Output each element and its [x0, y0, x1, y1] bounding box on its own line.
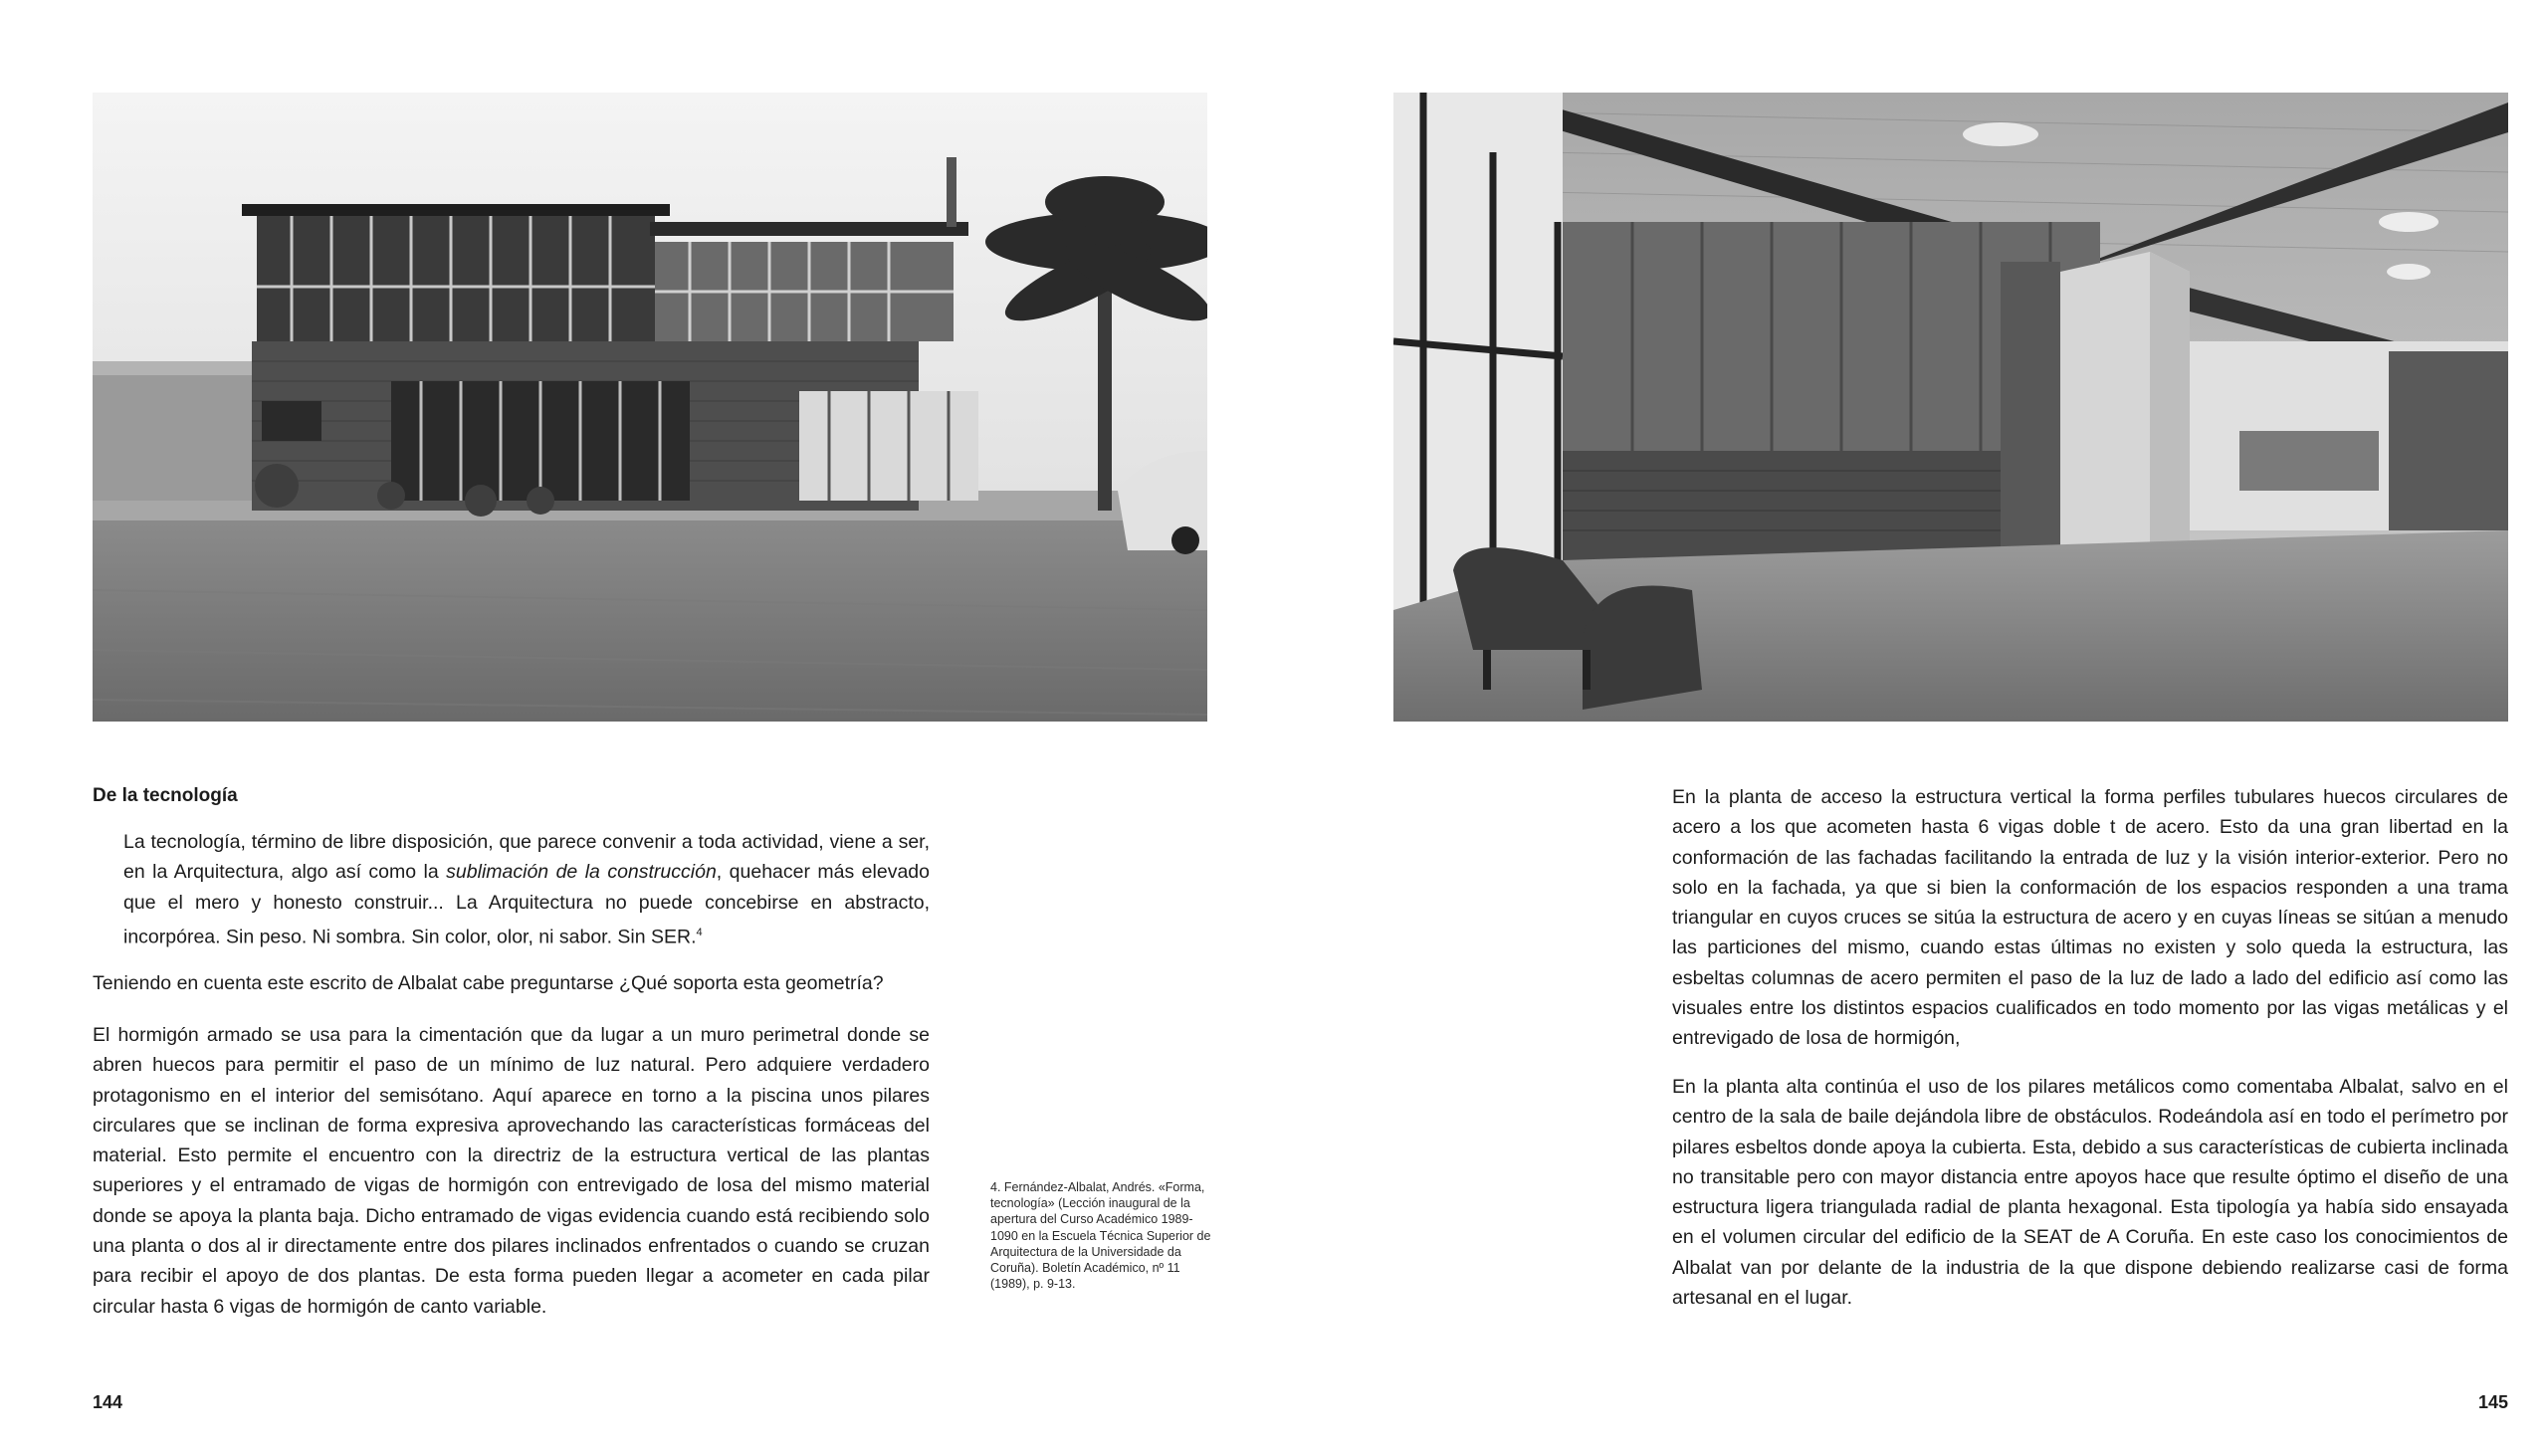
paragraph-text: En la planta de acceso la estructura vertical la forma perfiles tubulares huecos circulares de acero a los que acometen hasta 6 vigas doble t de acero. Esto da una gran libertad en la conformación de las fachadas facilitando la entrada de luz y la visión interior-exterior. Pero no solo en la fachada, ya que si bien la conformación de los espacios responden a una trama triangular en cuyos cruces se sitúa la estructura de acero y en cuyas líneas se sitúan a menudo las particiones del mismo, cuando estas últimas no existen y solo queda la estructura, las esbeltas columnas de acero permiten el paso de la luz de lado a lado del edificio así como las visuales entre los distintos espacios cualificados en todo momento por las vigas metálicas y el entrevigado de losa de hormigón,	[1672, 786, 2508, 1050]
body-paragraph-1	[93, 968, 930, 998]
interior-hall-illustration	[1393, 93, 2508, 722]
body-paragraph-2	[93, 1020, 930, 1322]
quote-part-1: La tecnología, término de libre disposición, que parece convenir a toda actividad, viene a ser, en la Arquitectura, algo así como la	[123, 831, 930, 884]
paragraph-text: Teniendo en cuenta este escrito de Albalat cabe preguntarse ¿Qué soporta esta geometría?	[93, 972, 884, 994]
footnote: 4. Fernández-Albalat, Andrés. «Forma, tecnología» (Lección inaugural de la apertura del Curso Académico 1989-1090 en la Escuela Técnica Superior de Arquitectura de la Universidade da Coruña). Boletín Académico, nº 11 (1989), p. 9-13.	[990, 1180, 1211, 1292]
exterior-building-photo	[93, 93, 1207, 722]
quote-part-2: , quehacer más elevado que el mero y honesto construir... La Arquitectura no puede concebirse en abstracto, incorpórea. Sin peso. Ni sombra. Sin color, olor, ni sabor. Sin SER.	[123, 861, 930, 948]
block-quote	[123, 827, 930, 952]
footnote-reference[interactable]: 4	[696, 926, 703, 938]
body-paragraph-4	[1672, 1072, 2508, 1313]
interior-hall-photo	[1393, 93, 2508, 722]
body-paragraph-3	[1672, 782, 2508, 1054]
quote-emphasis: sublimación de la construcción	[446, 861, 717, 884]
exterior-building-illustration	[93, 93, 1207, 722]
paragraph-text: El hormigón armado se usa para la cimentación que da lugar a un muro perimetral donde se abren huecos para permitir el paso de un mínimo de luz natural. Pero adquiere verdadero protagonismo en el interior del semisótano. Aquí aparece en torno a la piscina unos pilares circulares que se inclinan de forma expresiva aprovechando las características formáceas del material. Esto permite el encuentro con la directriz de la estructura vertical de las plantas superiores y el entramado de vigas de hormigón con entrevigado de losa del mismo material donde se apoya la planta baja. Dicho entramado de vigas evidencia cuando está recibiendo solo una planta o dos al ir directamente entre dos pilares inclinados enfrentados o cuando se cruzan para recibir el apoyo de dos plantas. De esta forma pueden llegar a acometer en cada pilar circular hasta 6 vigas de hormigón de canto variable.	[93, 1024, 930, 1318]
section-title: De la tecnología	[93, 785, 238, 806]
paragraph-text: En la planta alta continúa el uso de los pilares metálicos como comentaba Albalat, salvo en el centro de la sala de baile dejándola libre de obstáculos. Rodeándola así en todo el perímetro por pilares esbeltos donde apoya la cubierta. Esta, debido a sus características de cubierta inclinada no transitable pero con mayor distancia entre apoyos hace que resulte óptimo el diseño de una estructura ligera triangulada radial de planta hexagonal. Esta tipología ya había sido ensayada en el volumen circular del edificio de la SEAT de A Coruña. En este caso los conocimientos de Albalat van por delante de la industria de la que dispone debiendo realizarse casi de forma artesanal en el lugar.	[1672, 1076, 2508, 1310]
page-number-left: 144	[93, 1392, 123, 1412]
page-number-right: 145	[2477, 1392, 2508, 1412]
